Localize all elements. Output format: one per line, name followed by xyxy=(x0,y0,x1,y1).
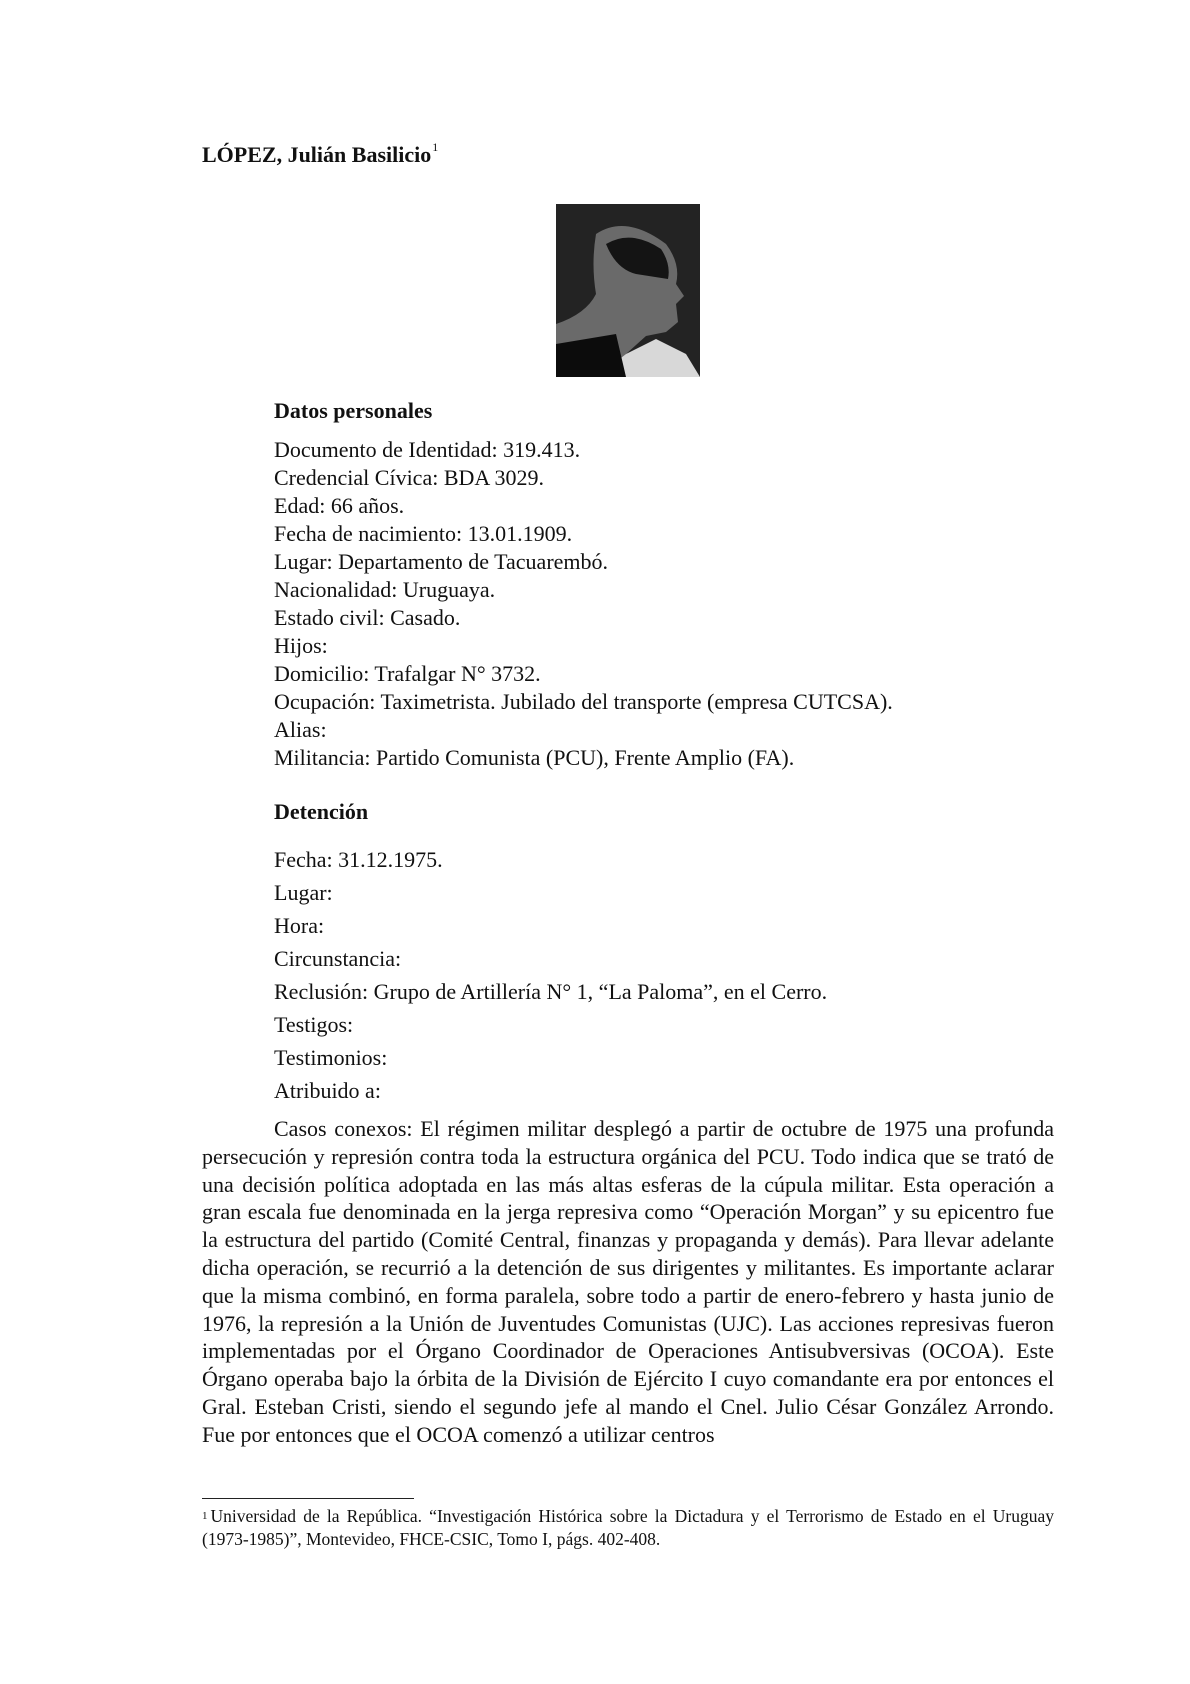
alias-line: Alias: xyxy=(274,717,327,742)
birth-place-line: Lugar: Departamento de Tacuarembó. xyxy=(274,549,609,574)
circumstance-line: Circunstancia: xyxy=(274,946,402,971)
id-document-line: Documento de Identidad: 319.413. xyxy=(274,437,581,462)
person-name: LÓPEZ, Julián Basilicio xyxy=(202,142,432,167)
detention-heading: Detención xyxy=(274,799,369,824)
detention-list xyxy=(274,843,827,1107)
personal-data-heading: Datos personales xyxy=(274,398,433,423)
detention-place-line: Lugar: xyxy=(274,880,333,905)
occupation-line: Ocupación: Taximetrista. Jubilado del transporte (empresa CUTCSA). xyxy=(274,689,893,714)
marital-status-line: Estado civil: Casado. xyxy=(274,605,461,630)
address-line: Domicilio: Trafalgar N° 3732. xyxy=(274,661,541,686)
attributed-to-line: Atribuido a: xyxy=(274,1078,381,1103)
detention-time-line: Hora: xyxy=(274,913,325,938)
footnote-text: Universidad de la República. “Investigación Histórica sobre la Dictadura y el Terrorismo de Estado en el Uruguay (1973-1985)”, Montevideo, FHCE-CSIC, Tomo I, págs. 402-408. xyxy=(202,1506,1054,1549)
age-line: Edad: 66 años. xyxy=(274,493,405,518)
footnote-reference: 1 xyxy=(432,140,439,154)
nationality-line: Nacionalidad: Uruguaya. xyxy=(274,577,496,602)
portrait-photo xyxy=(556,204,700,377)
witnesses-line: Testigos: xyxy=(274,1012,354,1037)
personal-data-list xyxy=(274,436,893,772)
birth-date-line: Fecha de nacimiento: 13.01.1909. xyxy=(274,521,573,546)
children-line: Hijos: xyxy=(274,633,328,658)
confinement-line: Reclusión: Grupo de Artillería N° 1, “La Paloma”, en el Cerro. xyxy=(274,979,828,1004)
footnote-divider xyxy=(202,1498,414,1499)
person-name-heading xyxy=(202,142,438,168)
related-cases-paragraph: Casos conexos: El régimen militar desplegó a partir de octubre de 1975 una profunda persecución y represión contra toda la estructura orgánica del PCU. Todo indica que se trató de una decisión política adoptada en las más altas esferas de la cúpula militar. Esta operación a gran escala fue denominada en la jerga represiva como “Operación Morgan” y su epicentro fue la estructura del partido (Comité Central, finanzas y propaganda y demás). Para llevar adelante dicha operación, se recurrió a la detención de sus dirigentes y militantes. Es importante aclarar que la misma combinó, en forma paralela, sobre todo a partir de enero-febrero y hasta junio de 1976, la represión a la Unión de Juventudes Comunistas (UJC). Las acciones represivas fueron implementadas por el Órgano Coordinador de Operaciones Antisubversivas (OCOA). Este Órgano operaba bajo la órbita de la División de Ejército I cuyo comandante era por entonces el Gral. Esteban Cristi, siendo el segundo jefe al mando el Cnel. Julio César González Arrondo. Fue por entonces que el OCOA comenzó a utilizar centros xyxy=(202,1116,1054,1447)
detention-date-line: Fecha: 31.12.1975. xyxy=(274,847,443,872)
footnote-number: 1 xyxy=(202,1510,208,1522)
footnote xyxy=(202,1505,1054,1551)
militancy-line: Militancia: Partido Comunista (PCU), Frente Amplio (FA). xyxy=(274,745,795,770)
civic-credential-line: Credencial Cívica: BDA 3029. xyxy=(274,465,545,490)
testimonies-line: Testimonios: xyxy=(274,1045,388,1070)
